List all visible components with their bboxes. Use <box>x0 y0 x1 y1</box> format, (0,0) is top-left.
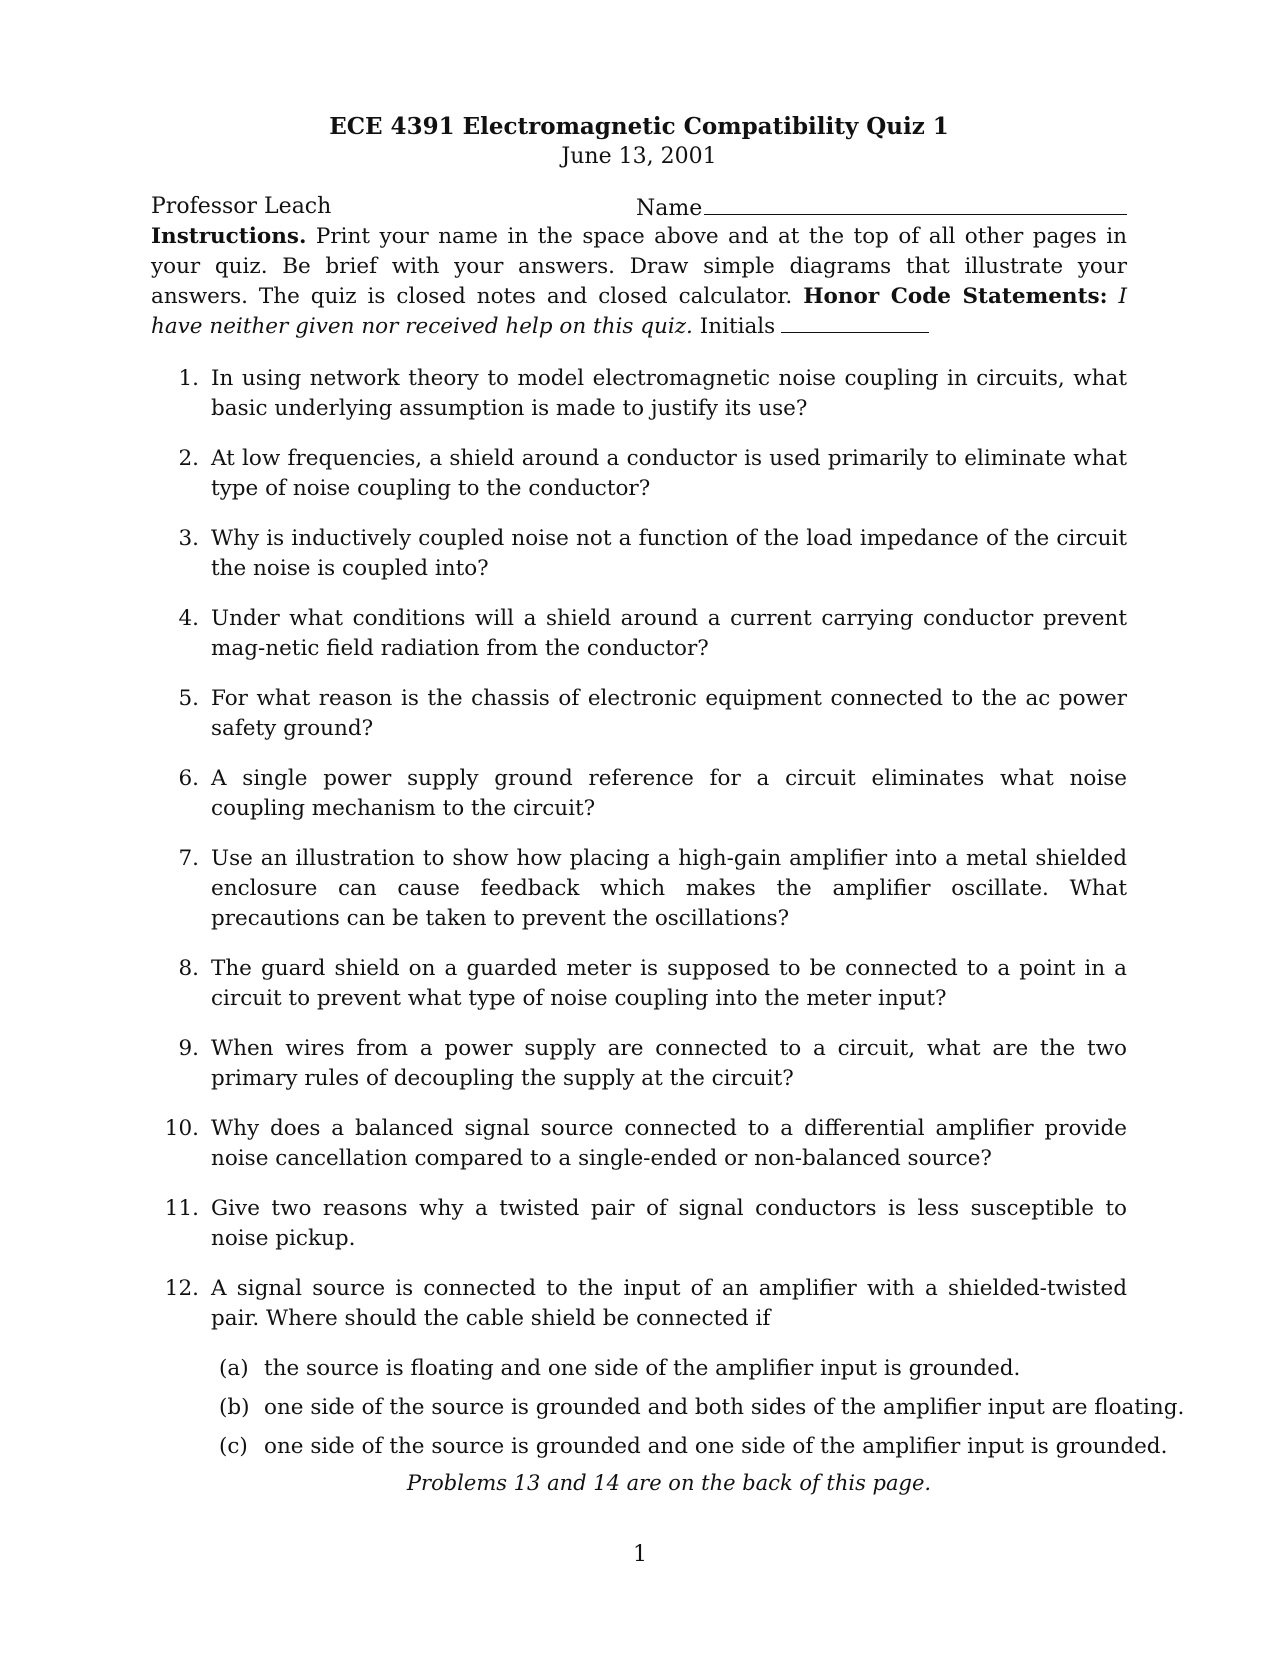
sub-question-item <box>211 1432 1168 1462</box>
honor-code-text: I have neither given nor received help on this quiz. <box>151 284 1127 339</box>
question-item <box>151 1274 1185 1462</box>
question-list <box>151 364 1185 1462</box>
question-item <box>151 1114 1127 1174</box>
question-text: Give two reasons why a twisted pair of signal conductors is less susceptible to noise pickup. <box>211 1196 1127 1251</box>
question-text: At low frequencies, a shield around a conductor is used primarily to eliminate what type of noise coupling to the conductor? <box>211 446 1127 501</box>
question-number: 11. <box>164 1196 199 1221</box>
question-text: The guard shield on a guarded meter is supposed to be connected to a point in a circuit to prevent what type of noise coupling into the meter input? <box>211 956 1127 1011</box>
sub-question-label: (a) <box>219 1356 249 1381</box>
name-field <box>636 192 1127 224</box>
question-item <box>151 1034 1127 1094</box>
question-item <box>151 684 1127 744</box>
question-item <box>151 524 1127 584</box>
page-number: 1 <box>633 1542 647 1567</box>
question-text: In using network theory to model electromagnetic noise coupling in circuits, what basic underlying assumption is made to justify its use? <box>211 366 1127 421</box>
question-number: 8. <box>178 956 199 981</box>
question-number: 9. <box>178 1036 199 1061</box>
question-item <box>151 444 1127 504</box>
question-text: For what reason is the chassis of electronic equipment connected to the ac power safety ground? <box>211 686 1127 741</box>
instructions <box>151 222 1127 342</box>
quiz-page <box>151 112 1185 1498</box>
honor-code-label: Honor Code Statements: <box>803 284 1108 309</box>
back-page-note: Problems 13 and 14 are on the back of this page. <box>406 1471 932 1495</box>
question-item <box>151 844 1127 934</box>
instructions-text: Print your name in the space above and at the top of all other pages in your quiz. Be brief with your answers. Draw simple diagrams that illustrate your answers. The quiz is closed notes and closed calculator. <box>151 224 1127 309</box>
question-text: Why does a balanced signal source connected to a differential amplifier provide noise cancellation compared to a single-ended or non-balanced source? <box>211 1116 1127 1171</box>
sub-question-label: (b) <box>219 1395 250 1420</box>
name-label: Name <box>636 196 703 221</box>
question-item <box>151 764 1127 824</box>
instructions-label: Instructions. <box>151 224 307 249</box>
initials-label: Initials <box>699 314 776 339</box>
question-number: 10. <box>164 1116 199 1141</box>
question-text: Use an illustration to show how placing a high-gain amplifier into a metal shielded enclosure can cause feedback which makes the amplifier oscillate. What precautions can be taken to prevent the oscillations? <box>211 846 1127 931</box>
initials-blank-line <box>781 314 929 333</box>
question-text: When wires from a power supply are connected to a circuit, what are the two primary rules of decoupling the supply at the circuit? <box>211 1036 1127 1091</box>
sub-question-list <box>211 1354 1185 1462</box>
question-text: A signal source is connected to the input of an amplifier with a shielded-twisted pair. Where should the cable shield be connected if <box>211 1276 1127 1331</box>
question-text: Why is inductively coupled noise not a function of the load impedance of the circuit the noise is coupled into? <box>211 526 1127 581</box>
question-number: 2. <box>178 446 199 471</box>
name-blank-line <box>704 192 1127 215</box>
question-number: 5. <box>178 686 199 711</box>
question-number: 1. <box>178 366 199 391</box>
quiz-title: ECE 4391 Electromagnetic Compatibility Quiz 1 <box>329 113 949 140</box>
question-number: 6. <box>178 766 199 791</box>
question-number: 12. <box>164 1276 199 1301</box>
question-item <box>151 604 1127 664</box>
question-text: Under what conditions will a shield around a current carrying conductor prevent mag-netic field radiation from the conductor? <box>211 606 1127 661</box>
sub-question-item <box>211 1393 1185 1423</box>
sub-question-text: one side of the source is grounded and one side of the amplifier input is grounded. <box>264 1434 1168 1459</box>
question-item <box>151 364 1127 424</box>
sub-question-label: (c) <box>219 1434 248 1459</box>
sub-question-item <box>211 1354 1127 1384</box>
question-item <box>151 954 1127 1014</box>
question-number: 3. <box>178 526 199 551</box>
sub-question-text: the source is floating and one side of the amplifier input is grounded. <box>264 1356 1021 1381</box>
quiz-date: June 13, 2001 <box>561 144 717 169</box>
question-item <box>151 1194 1127 1254</box>
sub-question-text: one side of the source is grounded and both sides of the amplifier input are floating. <box>264 1395 1185 1420</box>
header-row <box>151 192 1127 222</box>
question-number: 7. <box>178 846 199 871</box>
question-number: 4. <box>178 606 199 631</box>
question-text: A single power supply ground reference for a circuit eliminates what noise coupling mechanism to the circuit? <box>211 766 1127 821</box>
professor-name: Professor Leach <box>151 194 332 219</box>
